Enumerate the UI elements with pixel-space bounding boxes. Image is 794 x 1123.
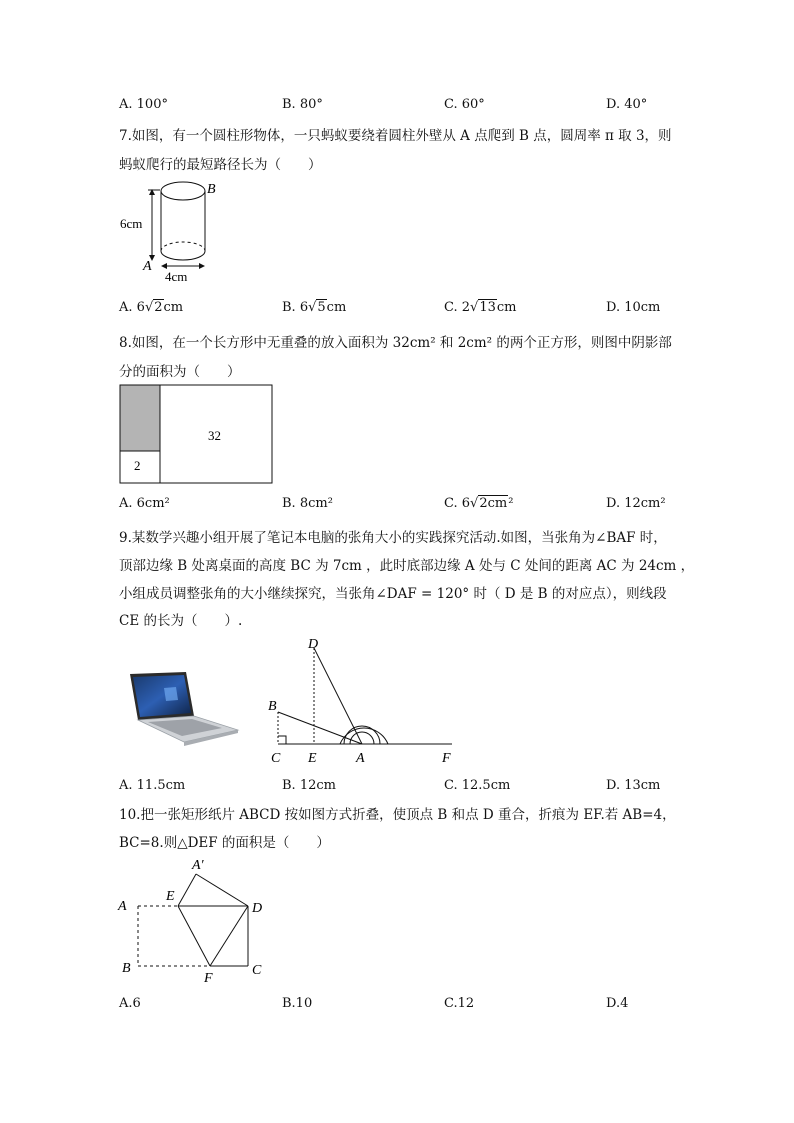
q7-stem-line2: 蚂蚁爬行的最短路径长为（ ） — [119, 157, 322, 173]
cylinder-bottom-back — [161, 242, 205, 251]
shaded-region — [120, 385, 160, 451]
q8-option-c-radicand: 2cm — [479, 496, 508, 511]
point-b-label: B — [122, 961, 131, 976]
q8-option-c-unit: ² — [508, 496, 514, 511]
point-e-label: E — [166, 889, 175, 904]
q6-option-b[interactable]: B. 80° — [282, 97, 323, 112]
point-d-label: D — [252, 901, 263, 916]
point-f-label: F — [442, 751, 451, 766]
q9-angle-figure — [262, 632, 462, 772]
width-label: 4cm — [165, 269, 188, 284]
q7-option-c-prefix: C. 2 — [444, 300, 471, 315]
q7-option-c-unit: cm — [496, 300, 517, 315]
q7-stem-line1: 7.如图，有一个圆柱形物体，一只蚂蚁要绕着圆柱外壁从 A 点爬到 B 点，圆周率 π 取 3，则 — [119, 128, 672, 144]
q9-stem-line1: 9.某数学兴趣小组开展了笔记本电脑的张角大小的实践探究活动.如图，当张角为∠BAF 时， — [119, 530, 667, 546]
q8-rectangle-figure — [118, 384, 278, 486]
q7-option-c[interactable] — [444, 300, 516, 315]
q8-option-b[interactable]: B. 8cm² — [282, 496, 333, 511]
angle-arc-inner — [350, 732, 374, 744]
sqrt-icon: √ — [470, 496, 479, 511]
q7-option-c-radicand: 13 — [479, 300, 496, 315]
q9-stem-line2: 顶部边缘 B 处离桌面的高度 BC 为 7cm ，此时底部边缘 A 处与 C 处间的距离 AC 为 24cm ， — [119, 558, 695, 574]
q7-option-a[interactable] — [119, 300, 183, 315]
q10-stem-line2: BC=8.则△DEF 的面积是（ ） — [119, 835, 330, 851]
q6-option-a[interactable]: A. 100° — [119, 97, 168, 112]
point-a-label: A — [356, 751, 365, 766]
q6-option-c[interactable]: C. 60° — [444, 97, 485, 112]
angle-arc-middle — [344, 726, 380, 744]
segment-ba — [278, 712, 362, 744]
cylinder-top-ellipse — [161, 182, 205, 200]
point-e-label: E — [308, 751, 317, 766]
small-square-label: 2 — [134, 458, 141, 473]
sqrt-icon: √ — [144, 300, 154, 315]
q9-stem-line3: 小组成员调整张角的大小继续探究，当张角∠DAF = 120° 时（ D 是 B 的对应点），则线段 — [119, 586, 667, 602]
q8-option-c-prefix: C. 6 — [444, 496, 471, 511]
point-d-label: D — [308, 637, 319, 652]
sqrt-icon: √ — [470, 300, 479, 315]
big-square-label: 32 — [208, 428, 221, 443]
q9-option-d[interactable]: D. 13cm — [606, 778, 661, 793]
point-a-prime-label: A′ — [192, 858, 204, 873]
q10-option-d[interactable]: D.4 — [606, 996, 629, 1011]
q10-stem-line1: 10.把一张矩形纸片 ABCD 按如图方式折叠，使顶点 B 和点 D 重合，折痕为 EF.若 AB=4， — [119, 807, 676, 823]
point-f-label: F — [204, 971, 213, 986]
q10-option-c[interactable]: C.12 — [444, 996, 475, 1011]
q7-option-a-unit: cm — [163, 300, 184, 315]
laptop-screen — [133, 675, 191, 717]
point-c-label: C — [271, 751, 281, 766]
q7-option-a-prefix: A. 6 — [119, 300, 145, 315]
q6-option-d[interactable]: D. 40° — [606, 97, 648, 112]
q8-option-c[interactable] — [444, 496, 513, 511]
q8-option-d[interactable]: D. 12cm² — [606, 496, 666, 511]
segment-a-prime-d — [196, 874, 248, 906]
laptop-image — [124, 670, 242, 750]
q7-option-b-prefix: B. 6 — [282, 300, 309, 315]
q8-stem-line2: 分的面积为（ ） — [119, 364, 241, 380]
q8-option-a[interactable]: A. 6cm² — [119, 496, 170, 511]
q10-fold-figure — [112, 852, 272, 988]
point-a-label: A — [118, 899, 127, 914]
q9-option-c[interactable]: C. 12.5cm — [444, 778, 511, 793]
q10-option-a[interactable]: A.6 — [119, 996, 141, 1011]
point-a-label: A — [143, 259, 152, 274]
q7-option-b-radicand: 5 — [317, 300, 326, 315]
cylinder-bottom-front — [161, 251, 205, 260]
q7-option-a-radicand: 2 — [154, 300, 163, 315]
q10-option-b[interactable]: B.10 — [282, 996, 313, 1011]
sqrt-icon: √ — [308, 300, 317, 315]
q9-option-b[interactable]: B. 12cm — [282, 778, 336, 793]
q9-stem-line4: CE 的长为（ ）. — [119, 613, 243, 629]
right-angle-mark — [278, 736, 286, 744]
q7-option-b-unit: cm — [326, 300, 347, 315]
point-b-label: B — [207, 182, 216, 197]
segment-ea-prime — [178, 874, 196, 906]
width-arrow-right — [199, 263, 205, 269]
point-b-label: B — [268, 699, 277, 714]
angle-arc-outer — [340, 728, 388, 744]
q7-option-b[interactable] — [282, 300, 346, 315]
height-label: 6cm — [120, 216, 143, 231]
windows-logo-icon — [164, 687, 178, 701]
q9-option-a[interactable]: A. 11.5cm — [119, 778, 186, 793]
q7-cylinder-figure — [112, 176, 222, 286]
q7-option-d[interactable]: D. 10cm — [606, 300, 661, 315]
segment-fd — [210, 906, 248, 966]
crease-ef — [178, 906, 210, 966]
point-c-label: C — [252, 963, 262, 978]
q8-stem-line1: 8.如图，在一个长方形中无重叠的放入面积为 32cm² 和 2cm² 的两个正方形，则图中阴影部 — [119, 335, 672, 351]
